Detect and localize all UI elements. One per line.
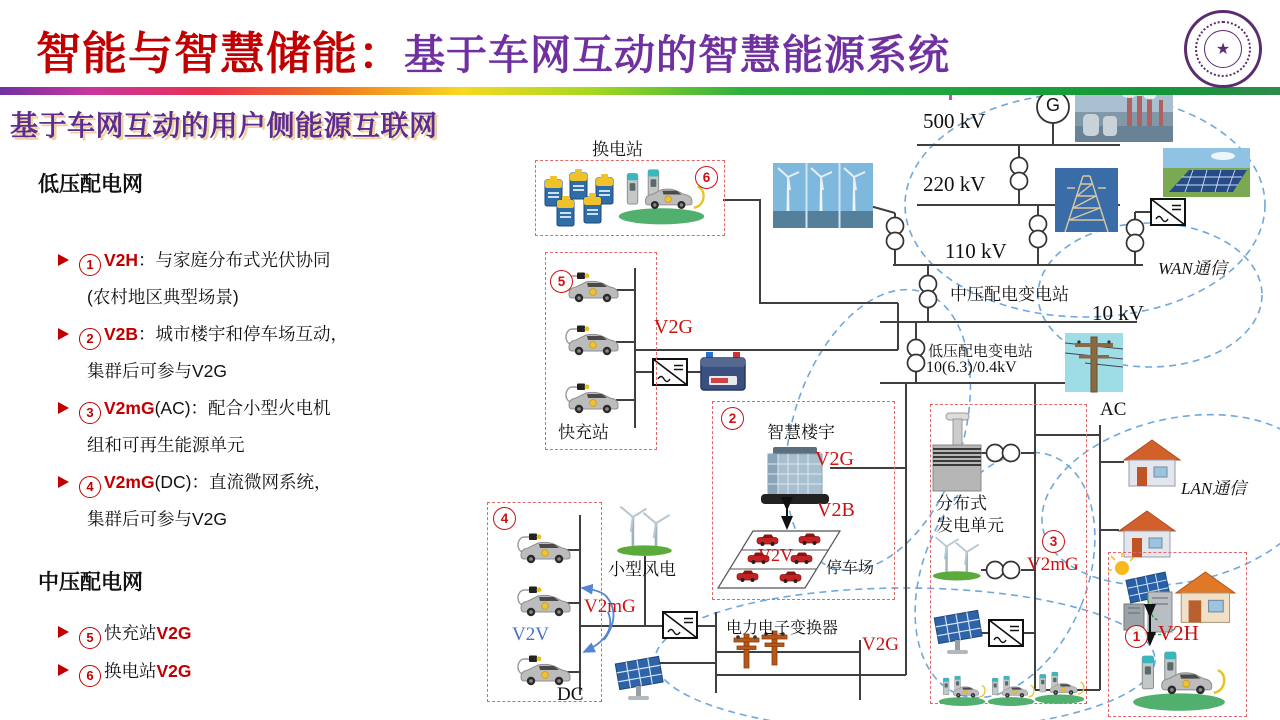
transformer-wind [887, 218, 904, 250]
circled-1-diagram: 1 [1125, 625, 1148, 648]
label-dg-2: 发电单元 [936, 516, 1004, 535]
tag-v2g-storage: V2G [654, 316, 693, 338]
left-panel [38, 168, 490, 690]
transformer-220-110 [1030, 216, 1047, 248]
label-small-wind: 小型风电 [608, 560, 676, 579]
tag-v2v-parking: V2V [758, 545, 793, 565]
bullet-v2b: 2 V2B：城市楼宇和停车场互动， 集群后可参与V2G [58, 316, 490, 390]
label-ac: AC [1100, 399, 1127, 420]
label-generator: G [1046, 95, 1061, 115]
tag-v2g-building: V2G [815, 448, 854, 470]
arrow-bullet-icon [58, 402, 69, 414]
bullet-swap-station: 6 换电站V2G [58, 652, 490, 690]
arrow-bullet-icon [58, 254, 69, 266]
bullet-list [58, 242, 490, 538]
label-wan: WAN通信 [1158, 259, 1227, 278]
bullet-v2h: 1 V2H：与家庭分布式光伏协同 (农村地区典型场景) [58, 242, 490, 316]
arrow-bullet-icon [58, 328, 69, 340]
circled-6-diagram: 6 [695, 166, 718, 189]
photo-power-plant [1075, 88, 1173, 142]
transformer-lv [908, 340, 925, 372]
circled-2-diagram: 2 [721, 407, 744, 430]
label-lan: LAN通信 [1181, 479, 1247, 498]
inverter-icon-solarfarm [1151, 199, 1185, 225]
label-pe-converter: 电力电子变换器 [726, 620, 839, 637]
title-red: 智能与智慧储能： [36, 28, 405, 79]
label-fast-charge: 快充站 [558, 423, 609, 442]
photo-solar-farm [1163, 148, 1250, 197]
label-220kv: 220 kV [923, 172, 986, 196]
house-icon [1119, 511, 1175, 557]
label-parking: 停车场 [826, 560, 875, 577]
tag-v2mg-dc: V2mG [584, 596, 636, 617]
label-dc: DC [557, 684, 584, 705]
label-lv-ratio: 10(6.3)/0.4kV [926, 359, 1017, 376]
arrow-bullet-icon [58, 626, 69, 638]
battery-storage-icon [701, 352, 745, 390]
arrow-bullet-icon [58, 476, 69, 488]
circled-4-diagram: 4 [493, 507, 516, 530]
dc-solar-icon [615, 656, 663, 700]
label-smart-building: 智慧楼宇 [767, 423, 835, 442]
photo-transmission-tower [1055, 168, 1118, 232]
label-mv-station: 中压配电变电站 [950, 285, 1069, 304]
circled-3-diagram: 3 [1042, 530, 1065, 553]
house-icon [1124, 440, 1180, 486]
tag-v2v-dc: V2V [512, 624, 549, 645]
label-dg-1: 分布式 [936, 494, 987, 513]
heading-mid-voltage: 中压配电网 [38, 571, 143, 594]
arrow-bullet-icon [58, 664, 69, 676]
circled-5: 5 [79, 627, 101, 649]
circled-1: 1 [79, 254, 101, 276]
mid-bullet-list [58, 614, 490, 690]
logo-star-icon: ★ [1204, 30, 1242, 68]
section-subtitle: 基于车网互动的用户侧能源互联网 [10, 110, 438, 141]
circled-5-diagram: 5 [550, 270, 573, 293]
heading-low-voltage: 低压配电网 [38, 173, 143, 196]
photo-utility-pole [1065, 333, 1123, 392]
title-purple: 基于车网互动的智慧能源系统 [404, 32, 951, 78]
circled-6: 6 [79, 665, 101, 687]
inverter-icon-storage [653, 359, 687, 385]
label-swap-station: 换电站 [592, 140, 643, 159]
rainbow-divider [0, 87, 1280, 95]
tag-v2b: V2B [817, 499, 855, 521]
label-lv-station: 低压配电变电站 [928, 343, 1034, 360]
transformer-500-220 [1011, 158, 1028, 190]
inverter-icon-dc [663, 612, 697, 638]
tag-v2mg-dg: V2mG [1027, 554, 1079, 575]
photo-wind-farm [773, 163, 873, 228]
small-wind-icon [617, 507, 672, 556]
circled-4: 4 [79, 476, 101, 498]
label-10kv: 10 kV [1092, 301, 1144, 325]
tsinghua-logo [1184, 10, 1262, 88]
circled-3: 3 [79, 402, 101, 424]
logo-ring [1195, 21, 1251, 77]
transformer-solar [1127, 220, 1144, 252]
transformer-mv [920, 276, 937, 308]
label-110kv: 110 kV [945, 239, 1007, 263]
bullet-fast-charge: 5 快充站V2G [58, 614, 490, 652]
page-title [36, 28, 950, 91]
bullet-v2mg-ac: 3 V2mG(AC)：配合小型火电机 组和可再生能源单元 [58, 390, 490, 464]
bullet-v2mg-dc: 4 V2mG(DC)：直流微网系统， 集群后可参与V2G [58, 464, 490, 538]
tag-v2g-bottom: V2G [862, 634, 899, 655]
tag-v2h: V2H [1158, 621, 1199, 645]
label-500kv: 500 kV [923, 109, 986, 133]
circled-2: 2 [79, 328, 101, 350]
